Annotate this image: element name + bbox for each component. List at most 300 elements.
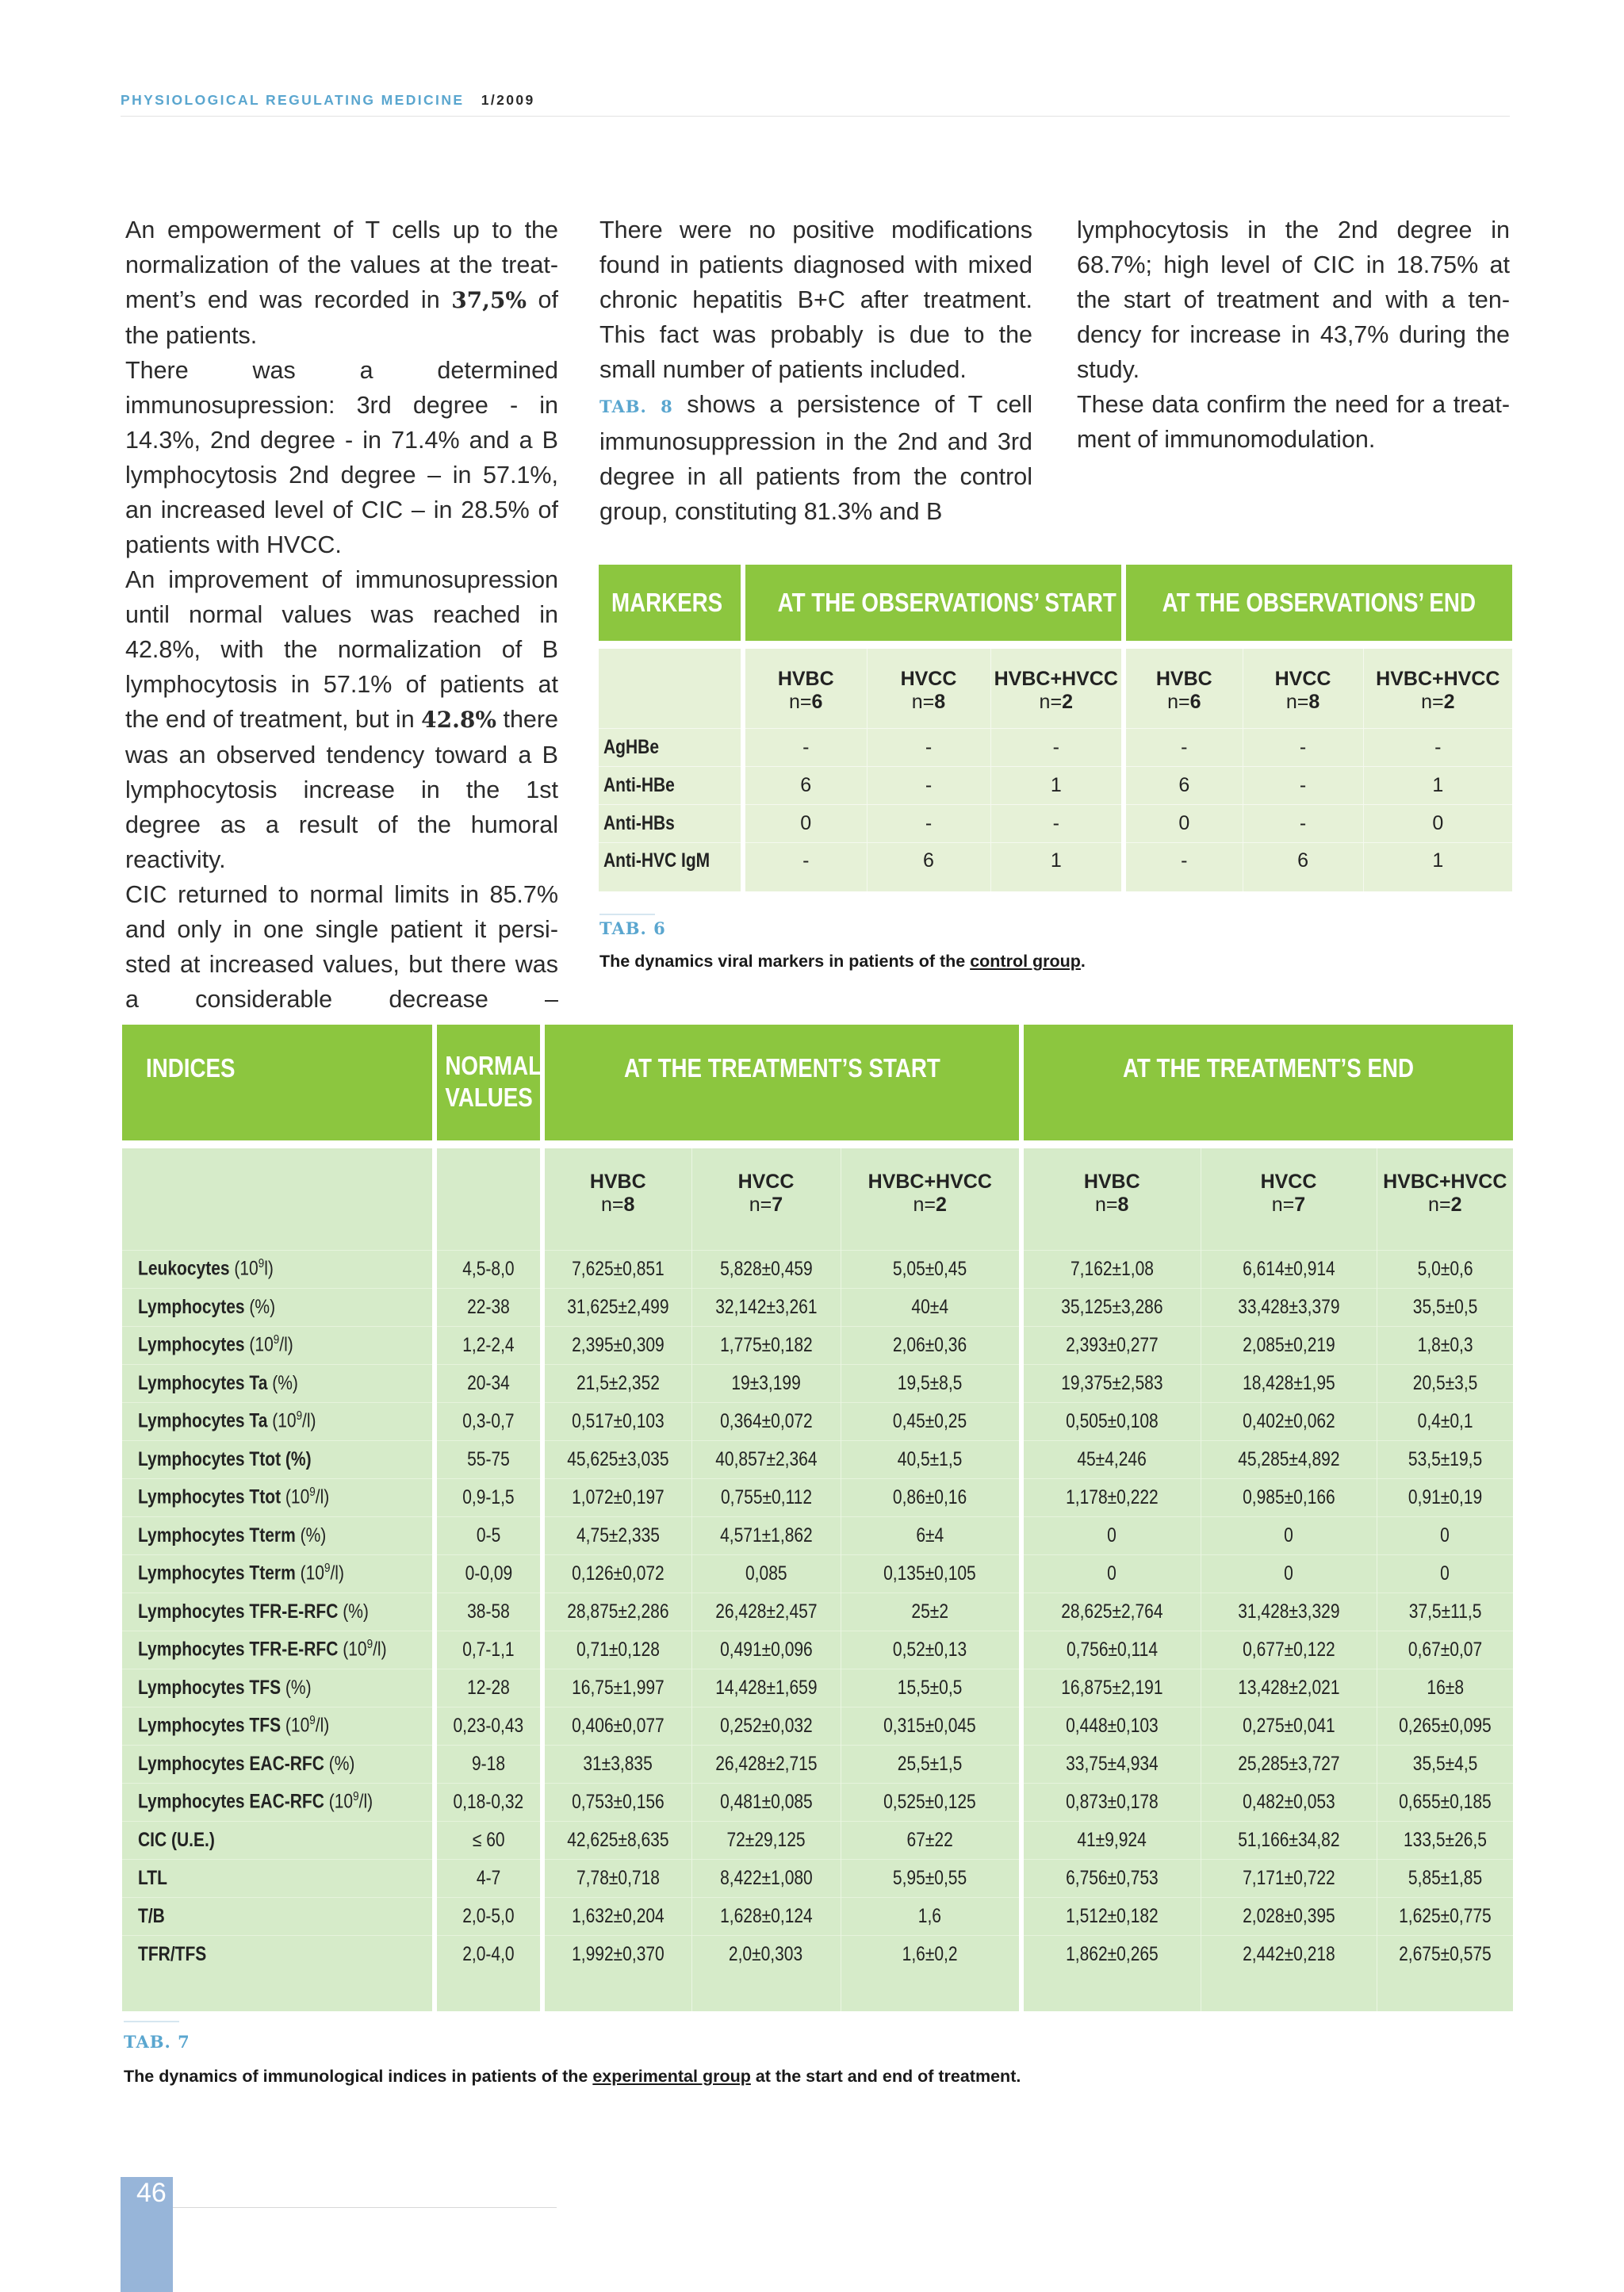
group-name: HVBC	[1155, 667, 1212, 690]
table-cell	[542, 1897, 691, 1935]
table-cell	[841, 1859, 1021, 1897]
unit-text: (10	[338, 1638, 367, 1661]
cell-value: 31,625±2,499	[567, 1295, 669, 1318]
table-cell	[542, 1326, 691, 1364]
cell-value: 1,775±0,182	[719, 1333, 813, 1356]
table-cell	[542, 1516, 691, 1554]
table-cell	[542, 1669, 691, 1707]
cell-value: 33,75±4,934	[1065, 1752, 1159, 1775]
table-cell	[691, 1821, 841, 1859]
text-column-1	[125, 213, 558, 1052]
row-label-text: Anti-HVC IgM	[603, 849, 710, 872]
group-header-cell	[542, 1148, 691, 1250]
cell-value: 2,028±0,395	[1242, 1904, 1335, 1927]
text-run: shows a persistence of T cell immunosuppression in the 2nd and 3rd degree in all patients from the control group, constituting 81.3% and B	[599, 391, 1032, 525]
index-name: Lymphocytes EAC-RFC	[138, 1790, 324, 1813]
group-header-cell	[1124, 649, 1243, 728]
group-header-cell	[743, 649, 867, 728]
row-label	[599, 766, 743, 804]
row-label	[122, 1364, 435, 1402]
table-cell	[1021, 1364, 1201, 1402]
table-cell	[1021, 1402, 1201, 1440]
row-label	[599, 804, 743, 842]
row-label	[122, 1478, 435, 1516]
index-name: Leukocytes	[138, 1257, 230, 1280]
cell-value: 1,072±0,197	[571, 1485, 665, 1508]
row-label	[122, 1326, 435, 1364]
normal-value-cell	[435, 1859, 542, 1897]
index-name: Lymphocytes TFR-E-RFC	[138, 1638, 339, 1661]
table-cell	[1021, 1326, 1201, 1364]
table-cell	[1201, 1516, 1377, 1554]
row-label	[122, 1935, 435, 1973]
group-size	[545, 1194, 691, 1217]
cell-value: 0,45±0,25	[893, 1409, 967, 1432]
normal-value-cell	[435, 1745, 542, 1783]
unit-exponent: 9	[353, 1790, 359, 1804]
cell-value: 0,517±0,103	[571, 1409, 665, 1432]
normal-value: 0,23-0,43	[453, 1714, 524, 1737]
row-label-text	[138, 1905, 165, 1928]
table-cell: 6	[1124, 766, 1243, 804]
table-cell	[1021, 1478, 1201, 1516]
cell-value: 26,428±2,457	[714, 1600, 818, 1623]
table-cell: 6	[1243, 842, 1363, 891]
unit-text: (%)	[295, 1524, 327, 1547]
unit-exponent: 9	[309, 1714, 316, 1728]
cell-value: 0	[1440, 1524, 1450, 1547]
group-name: HVBC+HVCC	[1383, 1170, 1507, 1193]
row-label-text	[138, 1333, 293, 1356]
row-label	[122, 1516, 435, 1554]
group-name: HVBC+HVCC	[868, 1170, 992, 1193]
index-name: Lymphocytes Ttot (%)	[138, 1447, 312, 1470]
table-cell	[1377, 1631, 1513, 1669]
index-name: Lymphocytes Tterm	[138, 1562, 296, 1585]
cell-value: 19,375±2,583	[1061, 1371, 1163, 1394]
table-row	[599, 804, 1512, 842]
table-cell	[1201, 1783, 1377, 1821]
cell-value: 0,315±0,045	[883, 1714, 977, 1737]
group-name: HVBC	[589, 1170, 646, 1193]
row-label	[599, 728, 743, 766]
empty-cell	[599, 649, 743, 728]
table-cell	[1201, 1897, 1377, 1935]
group-size	[745, 691, 867, 714]
emphasis-value: 37,5%	[451, 287, 527, 313]
table-cell	[1377, 1783, 1513, 1821]
cell-value: 15,5±0,5	[897, 1676, 963, 1699]
cell-value: 0,135±0,105	[883, 1562, 977, 1585]
unit-text: l)	[264, 1257, 274, 1280]
cell-value: 16,875±2,191	[1061, 1676, 1163, 1699]
journal-title: PHYSIOLOGICAL REGULATING MEDICINE	[121, 92, 465, 108]
cell-value: 1,628±0,124	[719, 1904, 813, 1927]
group-size-prefix: n=	[1285, 690, 1309, 713]
group-size-value: 8	[1117, 1193, 1129, 1216]
group-name: HVBC	[1083, 1170, 1140, 1193]
table-cell: 6	[743, 766, 867, 804]
table-cell	[841, 1935, 1021, 1973]
table-immunological-indices	[122, 1025, 1513, 2011]
cell-value: 18,428±1,95	[1242, 1371, 1335, 1394]
unit-text: (10	[267, 1409, 297, 1432]
table-cell	[1201, 1364, 1377, 1402]
index-name: Lymphocytes Ttot	[138, 1485, 282, 1508]
table-cell	[542, 1707, 691, 1745]
header-rule	[121, 116, 1510, 117]
normal-value: 0,18-0,32	[453, 1790, 524, 1813]
cell-value: 26,428±2,715	[714, 1752, 818, 1775]
normal-value: 2,0-5,0	[462, 1904, 515, 1927]
table-cell	[841, 1821, 1021, 1859]
cell-value: 0,265±0,095	[1398, 1714, 1492, 1737]
normal-value: 1,2-2,4	[462, 1333, 515, 1356]
table-cell	[1377, 1554, 1513, 1593]
group-size-value: 7	[772, 1193, 783, 1216]
table-cell: -	[1243, 804, 1363, 842]
table-cell	[1377, 1745, 1513, 1783]
table-cell: 1	[990, 766, 1124, 804]
unit-text: (10	[229, 1257, 259, 1280]
table-cell	[1201, 1631, 1377, 1669]
index-name: Lymphocytes TFR-E-RFC	[138, 1600, 339, 1623]
table-row	[122, 1745, 1513, 1783]
cell-value: 0,525±0,125	[883, 1790, 977, 1813]
table-row	[122, 1440, 1513, 1478]
column-header-markers: MARKERS	[599, 565, 743, 641]
group-header-cell	[1201, 1148, 1377, 1250]
row-label	[122, 1593, 435, 1631]
tab-label-rule	[124, 2021, 179, 2022]
row-label-text	[138, 1829, 215, 1852]
unit-text: /l)	[302, 1409, 316, 1432]
cell-value: 45,625±3,035	[567, 1447, 669, 1470]
group-size-prefix: n=	[601, 1193, 624, 1216]
paragraph: CIC returned to normal limits in 85.7% and only in one single patient it persisted at increased values, but there was a considerable decrease –	[125, 881, 558, 1013]
cell-value: 20,5±3,5	[1412, 1371, 1478, 1394]
group-name: HVCC	[900, 667, 957, 690]
normal-value: 0-0,09	[465, 1562, 512, 1585]
cell-value: 0,448±0,103	[1065, 1714, 1159, 1737]
unit-exponent: 9	[324, 1562, 331, 1576]
table-6-label: TAB. 6	[599, 918, 666, 938]
row-label	[122, 1783, 435, 1821]
table-cell: -	[1243, 766, 1363, 804]
unit-text: /l)	[279, 1333, 293, 1356]
group-size-value: 8	[623, 1193, 635, 1216]
table-row	[122, 1516, 1513, 1554]
normal-value: 4,5-8,0	[462, 1257, 515, 1280]
table-cell	[841, 1783, 1021, 1821]
row-label-text	[138, 1257, 274, 1280]
cell-value: 0,085	[745, 1562, 787, 1585]
cell-value: 0,4±0,1	[1417, 1409, 1473, 1432]
cell-value: 0,275±0,041	[1242, 1714, 1335, 1737]
column-header-observations-end: AT THE OBSERVATIONS’ END	[1124, 565, 1512, 641]
group-size-prefix: n=	[789, 690, 812, 713]
table-cell	[1377, 1402, 1513, 1440]
cell-value: 5,828±0,459	[719, 1257, 813, 1280]
table-cell	[1377, 1859, 1513, 1897]
unit-exponent: 9	[309, 1485, 316, 1500]
cell-value: 2,395±0,309	[571, 1333, 665, 1356]
cell-value: 45,285±4,892	[1237, 1447, 1340, 1470]
paragraph: lymphocytosis in the 2nd degree in 68.7%; high level of CIC in 18.75% at the start of treatment and with a tendency for increase in 43,7% during the study.	[1077, 217, 1510, 383]
normal-value: 4-7	[476, 1866, 501, 1889]
subheader-row	[122, 1148, 1513, 1250]
row-label	[122, 1554, 435, 1593]
row-label-text	[138, 1943, 206, 1966]
table-cell	[542, 1821, 691, 1859]
group-header-cell	[1363, 649, 1512, 728]
group-size	[1126, 691, 1243, 714]
group-size-prefix: n=	[1271, 1193, 1295, 1216]
cell-value: 7,171±0,722	[1242, 1866, 1335, 1889]
cell-value: 5,0±0,6	[1417, 1257, 1473, 1280]
normal-value-cell	[435, 1935, 542, 1973]
table-cell	[1377, 1326, 1513, 1364]
cell-value: 19±3,199	[731, 1371, 801, 1394]
table-cell: -	[1124, 728, 1243, 766]
cell-value: 35,5±0,5	[1412, 1295, 1478, 1318]
table-6-caption: The dynamics viral markers in patients of the control group.	[599, 952, 1086, 971]
table-cell	[1201, 1821, 1377, 1859]
normal-value-cell	[435, 1669, 542, 1707]
table-cell: -	[1363, 728, 1512, 766]
table-cell: -	[743, 842, 867, 891]
table-row	[122, 1821, 1513, 1859]
index-name: TFR/TFS	[138, 1942, 207, 1965]
table-reference-link[interactable]: TAB. 8	[599, 397, 673, 416]
cell-value: 0	[1284, 1524, 1293, 1547]
table-cell	[1021, 1935, 1201, 1973]
cell-value: 6,614±0,914	[1242, 1257, 1335, 1280]
cell-value: 4,75±2,335	[576, 1524, 660, 1547]
text-column-2	[599, 213, 1032, 529]
cell-value: 0,655±0,185	[1398, 1790, 1492, 1813]
index-name: Lymphocytes	[138, 1333, 245, 1356]
row-label	[122, 1402, 435, 1440]
row-label-text	[138, 1677, 312, 1700]
cell-value: 1,862±0,265	[1065, 1942, 1159, 1965]
table-cell	[542, 1593, 691, 1631]
row-label	[599, 842, 743, 891]
normal-value: 55-75	[467, 1447, 510, 1470]
table-cell: -	[1243, 728, 1363, 766]
normal-value-cell	[435, 1707, 542, 1745]
cell-value: 25,5±1,5	[897, 1752, 963, 1775]
table-cell	[841, 1745, 1021, 1783]
empty-cell	[435, 1148, 542, 1250]
normal-value-cell	[435, 1783, 542, 1821]
row-label-text	[138, 1753, 354, 1776]
table-cell: 1	[1363, 766, 1512, 804]
index-name: Lymphocytes EAC-RFC	[138, 1752, 324, 1775]
table-cell	[542, 1631, 691, 1669]
normal-value: 9-18	[471, 1752, 506, 1775]
cell-value: 0,71±0,128	[576, 1638, 660, 1661]
group-name: HVCC	[1260, 1170, 1317, 1193]
table-cell	[1021, 1593, 1201, 1631]
table-cell: 1	[1363, 842, 1512, 891]
unit-text: /l)	[373, 1638, 387, 1661]
table-cell	[691, 1745, 841, 1783]
cell-value: 2,06±0,36	[893, 1333, 967, 1356]
group-size-value: 6	[1189, 690, 1201, 713]
text-run: An empowerment of T cells up to the normalization of the values at the treatment’s end was recorded in	[125, 217, 558, 313]
table-7-caption: The dynamics of immunological indices in patients of the experimental group at the start and end of treatment.	[124, 2067, 1021, 2086]
cell-value: 1,992±0,370	[571, 1942, 665, 1965]
table-cell	[1021, 1516, 1201, 1554]
unit-text: (10	[295, 1562, 324, 1585]
unit-text: (10	[244, 1333, 274, 1356]
group-name: HVCC	[737, 1170, 795, 1193]
table-cell	[1201, 1745, 1377, 1783]
index-name: Lymphocytes TFS	[138, 1676, 282, 1699]
cell-value: 0,126±0,072	[571, 1562, 665, 1585]
cell-value: 1,178±0,222	[1065, 1485, 1159, 1508]
table-row	[122, 1288, 1513, 1326]
table-cell	[1377, 1288, 1513, 1326]
cell-value: 0,677±0,122	[1242, 1638, 1335, 1661]
normal-value: 22-38	[467, 1295, 510, 1318]
cell-value: 21,5±2,352	[576, 1371, 660, 1394]
table-cell: -	[990, 804, 1124, 842]
table-row	[599, 766, 1512, 804]
row-label	[122, 1631, 435, 1669]
normal-value-cell	[435, 1631, 542, 1669]
cell-value: 42,625±8,635	[567, 1828, 669, 1851]
table-cell	[542, 1859, 691, 1897]
normal-value: ≤ 60	[472, 1828, 505, 1851]
table-cell	[1021, 1897, 1201, 1935]
table-cell: -	[1124, 842, 1243, 891]
table-row	[599, 728, 1512, 766]
table-row	[122, 1402, 1513, 1440]
table-cell	[542, 1745, 691, 1783]
unit-exponent: 9	[273, 1333, 280, 1347]
normal-value-cell	[435, 1440, 542, 1478]
cell-value: 72±29,125	[726, 1828, 806, 1851]
normal-value-cell	[435, 1554, 542, 1593]
row-label-text	[138, 1409, 316, 1432]
table-cell	[691, 1707, 841, 1745]
cell-value: 2,0±0,303	[729, 1942, 803, 1965]
table-cell	[1377, 1669, 1513, 1707]
table-cell	[1021, 1707, 1201, 1745]
unit-exponent: 9	[296, 1409, 303, 1424]
cell-value: 32,142±3,261	[714, 1295, 818, 1318]
table-cell	[1201, 1859, 1377, 1897]
row-label-text	[138, 1524, 326, 1547]
row-label-text	[138, 1790, 373, 1813]
table-row	[122, 1631, 1513, 1669]
cell-value: 16±8	[1426, 1676, 1464, 1699]
table-cell	[691, 1669, 841, 1707]
cell-value: 0,402±0,062	[1242, 1409, 1335, 1432]
table-cell	[1021, 1821, 1201, 1859]
table-cell: 6	[867, 842, 990, 891]
group-name: HVBC+HVCC	[994, 667, 1118, 690]
table-cell	[841, 1631, 1021, 1669]
table-cell	[691, 1783, 841, 1821]
table-cell	[1021, 1745, 1201, 1783]
cell-value: 13,428±2,021	[1237, 1676, 1340, 1699]
cell-value: 37,5±11,5	[1408, 1600, 1482, 1623]
cell-value: 0,91±0,19	[1408, 1485, 1482, 1508]
group-header-cell	[1021, 1148, 1201, 1250]
table-row	[599, 842, 1512, 891]
group-header-cell	[1377, 1148, 1513, 1250]
text-column-3	[1077, 213, 1510, 457]
table-cell	[691, 1478, 841, 1516]
table-cell	[841, 1402, 1021, 1440]
table-row	[122, 1478, 1513, 1516]
paragraph	[125, 562, 558, 877]
column-header-observations-start: AT THE OBSERVATIONS’ START	[743, 565, 1124, 641]
cell-value: 51,166±34,82	[1237, 1828, 1340, 1851]
normal-value-cell	[435, 1897, 542, 1935]
cell-value: 0,406±0,077	[571, 1714, 665, 1737]
column-header-treatment-start: AT THE TREATMENT’S START	[542, 1025, 1021, 1140]
table-cell	[1377, 1250, 1513, 1288]
group-size-prefix: n=	[1167, 690, 1190, 713]
table-cell	[1021, 1250, 1201, 1288]
table-row	[122, 1897, 1513, 1935]
cell-value: 0,491±0,096	[719, 1638, 813, 1661]
table-cell	[1377, 1440, 1513, 1478]
table-cell: -	[867, 804, 990, 842]
running-head	[121, 92, 535, 109]
cell-value: 0,252±0,032	[719, 1714, 813, 1737]
table-cell	[691, 1593, 841, 1631]
cell-value: 2,675±0,575	[1398, 1942, 1492, 1965]
cell-value: 2,393±0,277	[1065, 1333, 1159, 1356]
unit-exponent: 9	[258, 1257, 265, 1271]
table-cell	[1021, 1859, 1201, 1897]
table-row	[122, 1669, 1513, 1707]
group-size-value: 2	[1062, 690, 1073, 713]
issue-number: 1/2009	[481, 92, 535, 108]
row-label	[122, 1707, 435, 1745]
table-cell	[542, 1554, 691, 1593]
cell-value: 67±22	[906, 1828, 953, 1851]
index-name: LTL	[138, 1866, 167, 1889]
cell-value: 31,428±3,329	[1237, 1600, 1340, 1623]
group-header-cell	[841, 1148, 1021, 1250]
table-cell	[691, 1440, 841, 1478]
table-cell: 0	[1124, 804, 1243, 842]
table-row	[122, 1783, 1513, 1821]
index-name: CIC (U.E.)	[138, 1828, 215, 1851]
row-label	[122, 1859, 435, 1897]
normal-value-cell	[435, 1288, 542, 1326]
group-size-prefix: n=	[1421, 690, 1444, 713]
cell-value: 0,753±0,156	[571, 1790, 665, 1813]
table-cell	[691, 1935, 841, 1973]
cell-value: 40,857±2,364	[714, 1447, 818, 1470]
cell-value: 6,756±0,753	[1065, 1866, 1159, 1889]
table-row	[122, 1326, 1513, 1364]
index-name: Lymphocytes TFS	[138, 1714, 282, 1737]
normal-value-cell	[435, 1516, 542, 1554]
normal-value: 0,9-1,5	[462, 1485, 515, 1508]
row-label	[122, 1440, 435, 1478]
unit-text: /l)	[358, 1790, 373, 1813]
group-size-value: 8	[934, 690, 946, 713]
table-cell	[1201, 1707, 1377, 1745]
